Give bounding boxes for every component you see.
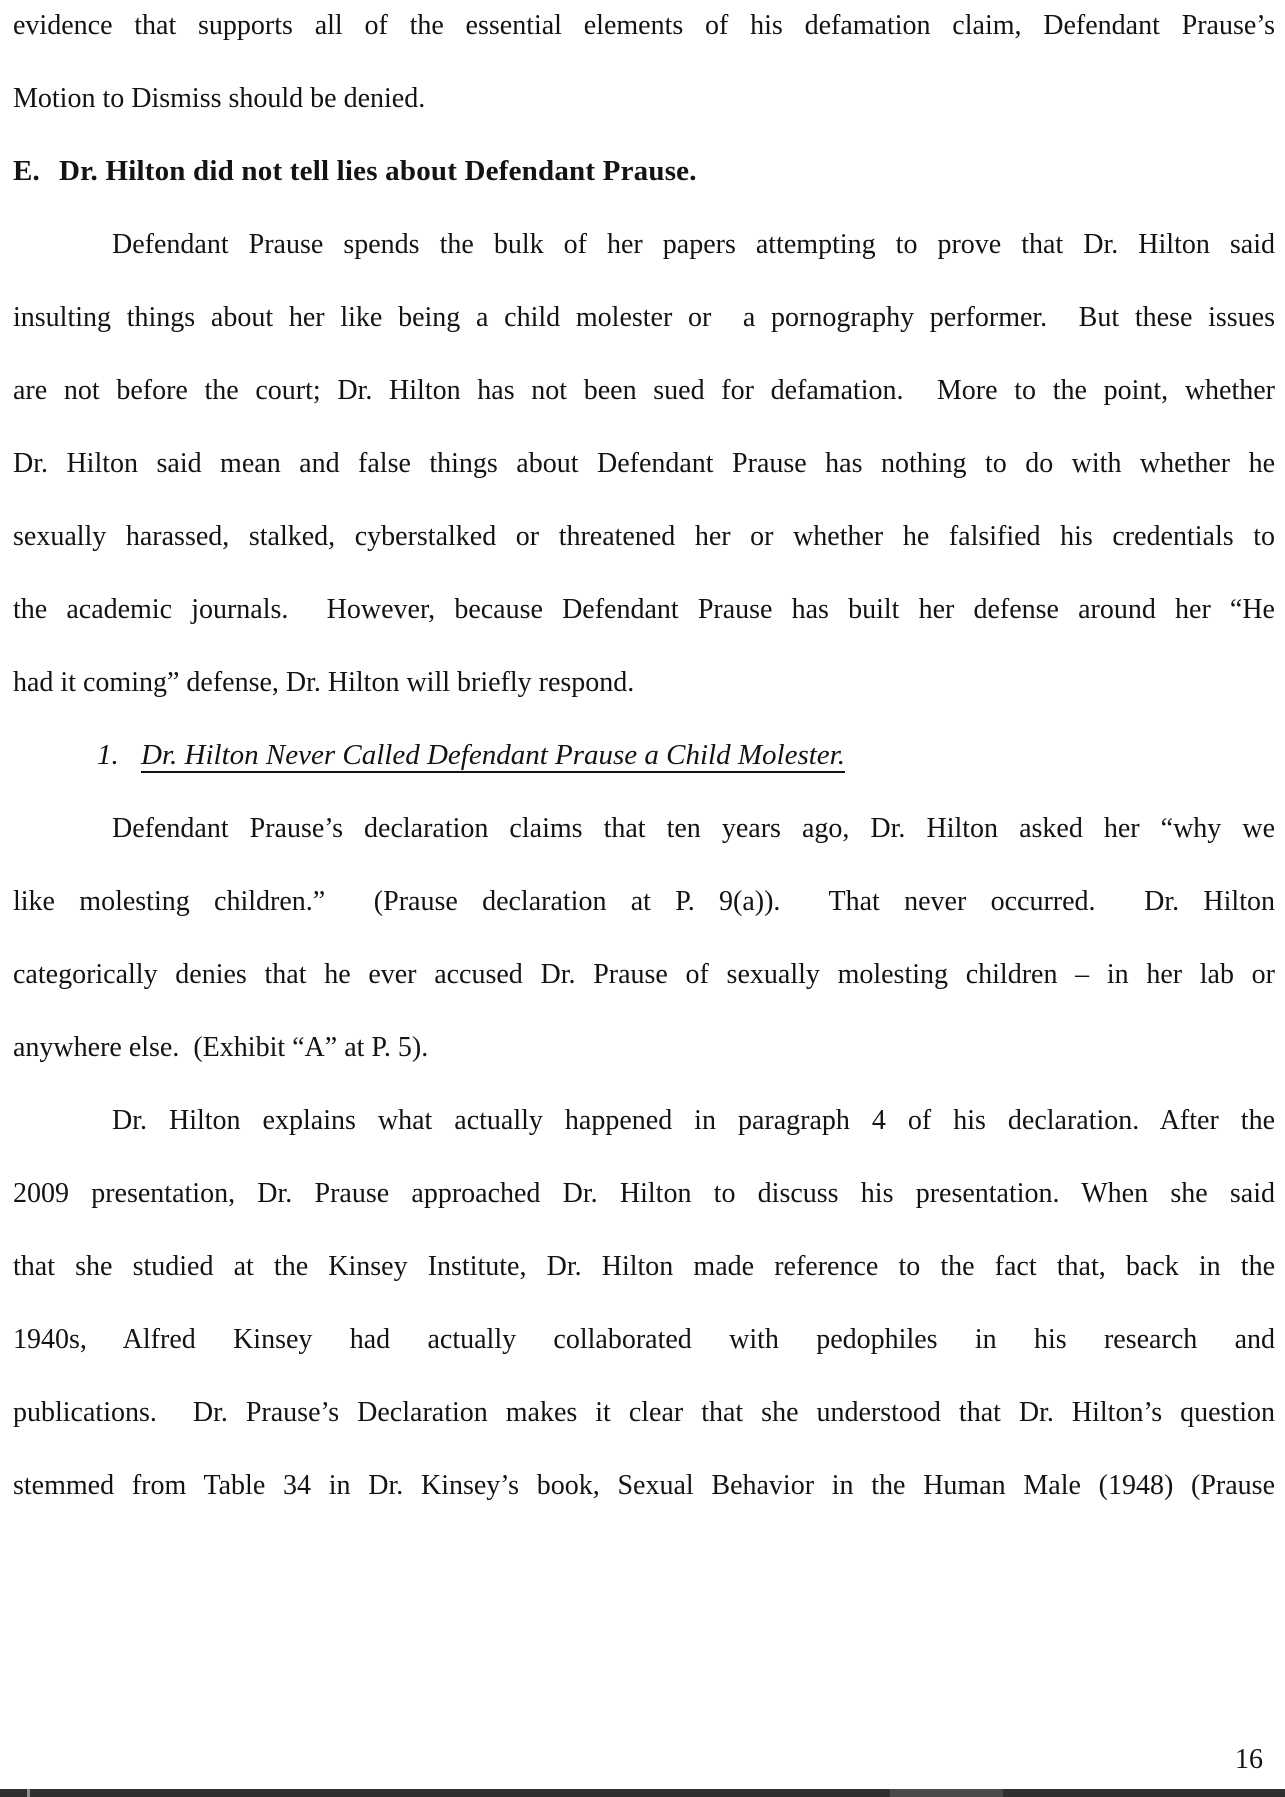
body-line: Dr. Hilton explains what actually happened in paragraph 4 of his declaration. After the — [112, 1105, 1275, 1136]
body-line: Dr. Hilton said mean and false things about Defendant Prause has nothing to do with whether he — [13, 448, 1275, 479]
body-line: the academic journals. However, because Defendant Prause has built her defense around her “He — [13, 594, 1275, 625]
section-letter: E. — [13, 155, 40, 187]
document-page — [13, 0, 1275, 1522]
body-line: categorically denies that he ever accused Dr. Prause of sexually molesting children – in her lab or — [13, 959, 1275, 990]
subsection-number: 1. — [97, 739, 119, 771]
body-line: 1940s, Alfred Kinsey had actually collaborated with pedophiles in his research and — [13, 1324, 1275, 1355]
body-line: Motion to Dismiss should be denied. — [13, 83, 426, 114]
body-line: anywhere else. (Exhibit “A” at P. 5). — [13, 1032, 429, 1063]
body-line: 2009 presentation, Dr. Prause approached Dr. Hilton to discuss his presentation. When she said — [13, 1178, 1275, 1209]
body-line: like molesting children.” (Prause declaration at P. 9(a)). That never occurred. Dr. Hilton — [13, 886, 1275, 917]
section-heading-text: Dr. Hilton did not tell lies about Defendant Prause. — [59, 155, 697, 187]
body-line: are not before the court; Dr. Hilton has not been sued for defamation. More to the point, whether — [13, 375, 1275, 406]
body-line: sexually harassed, stalked, cyberstalked or threatened her or whether he falsified his credentials to — [13, 521, 1275, 552]
body-line: publications. Dr. Prause’s Declaration makes it clear that she understood that Dr. Hilton’s question — [13, 1397, 1275, 1428]
body-line: Defendant Prause spends the bulk of her papers attempting to prove that Dr. Hilton said — [112, 229, 1275, 260]
body-line: that she studied at the Kinsey Institute, Dr. Hilton made reference to the fact that, back in the — [13, 1251, 1275, 1282]
body-line: insulting things about her like being a child molester or a pornography performer. But these issues — [13, 302, 1275, 333]
section-heading — [13, 135, 1275, 208]
body-line: Defendant Prause’s declaration claims that ten years ago, Dr. Hilton asked her “why we — [112, 813, 1275, 844]
subsection-heading — [13, 719, 1275, 792]
body-line: stemmed from Table 34 in Dr. Kinsey’s book, Sexual Behavior in the Human Male (1948) (Prause — [13, 1470, 1275, 1501]
body-line: had it coming” defense, Dr. Hilton will briefly respond. — [13, 667, 635, 698]
scrollbar-thumb[interactable] — [890, 1789, 1003, 1797]
subsection-heading-text: Dr. Hilton Never Called Defendant Prause a Child Molester. — [141, 739, 845, 771]
body-line: evidence that supports all of the essential elements of his defamation claim, Defendant Prause’s — [13, 10, 1275, 41]
horizontal-scrollbar[interactable] — [0, 1789, 1285, 1797]
page-number: 16 — [1235, 1744, 1263, 1775]
scrollbar-notch — [27, 1789, 30, 1797]
